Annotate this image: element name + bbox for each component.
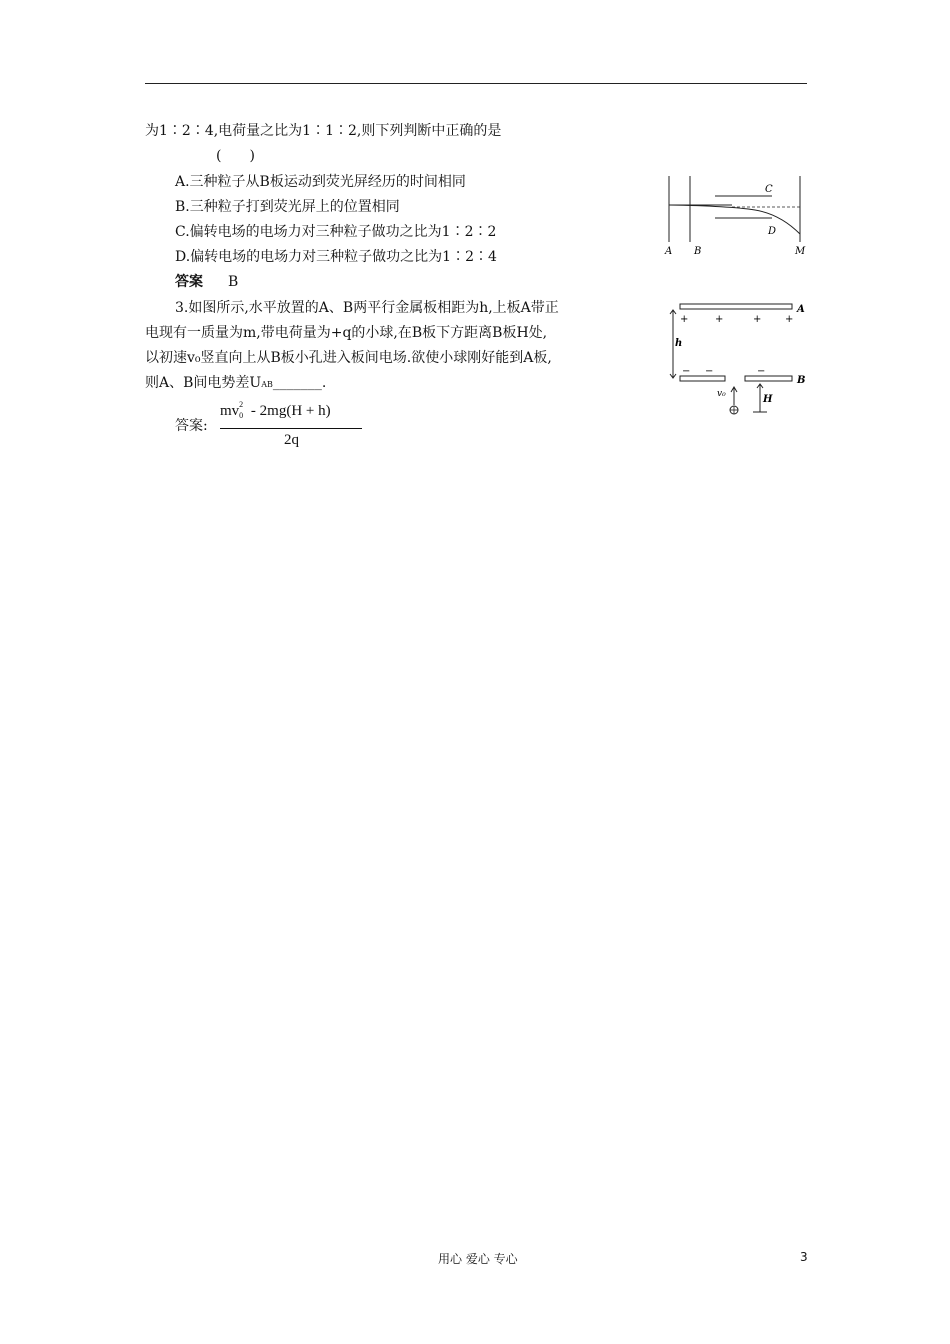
page-number: 3 — [800, 1250, 808, 1264]
uab-subscript: AB — [261, 380, 273, 389]
q2-answer-value: B — [228, 274, 239, 290]
plus-sign: + — [680, 314, 689, 325]
fraction-numerator — [220, 400, 331, 420]
fraction-bar — [220, 428, 362, 429]
q2-option-a: A.三种粒子从B板运动到荧光屏经历的时间相同 — [175, 174, 466, 190]
deflection-figure — [660, 172, 810, 262]
q2-option-b: B.三种粒子打到荧光屏上的位置相同 — [175, 199, 400, 215]
h-big-label: H — [763, 394, 773, 405]
plus-sign: + — [715, 314, 724, 325]
q2-stem-line: 为1∶2∶4,电荷量之比为1∶1∶2,则下列判断中正确的是 — [145, 123, 502, 139]
numerator-mv: mv — [220, 403, 240, 419]
q3-line-4 — [145, 373, 326, 395]
q2-answer-label: 答案 — [175, 274, 203, 290]
numerator-sup: 2 — [239, 400, 244, 409]
header-rule — [145, 83, 807, 84]
q2-answer-blank: ( ) — [216, 148, 255, 164]
plate-a-label: A — [797, 304, 805, 315]
q3-line-3: 以初速v₀竖直向上从B板小孔进入板间电场.欲使小球刚好能到A板, — [145, 350, 552, 366]
q3-blank: _______. — [272, 375, 327, 391]
plate-b-right — [745, 376, 792, 381]
numerator-sub: 0 — [239, 411, 244, 420]
v0-label: v₀ — [717, 389, 726, 399]
q2-option-c: C.偏转电场的电场力对三种粒子做功之比为1∶2∶2 — [175, 224, 497, 240]
label-m: M — [795, 246, 806, 257]
label-b: B — [694, 246, 702, 257]
plate-b-label: B — [797, 375, 806, 386]
footer-slogan: 用心 爱心 专心 — [438, 1252, 518, 1266]
h-label: h — [675, 338, 683, 349]
minus-sign: − — [757, 366, 766, 377]
parallel-plates-figure — [665, 298, 815, 420]
plus-sign: + — [753, 314, 762, 325]
label-c: C — [765, 184, 773, 195]
numerator-rest: - 2mg(H + h) — [247, 403, 331, 419]
plus-sign: + — [785, 314, 794, 325]
q3-line-1: 3.如图所示,水平放置的A、B两平行金属板相距为h,上板A带正 — [175, 300, 559, 316]
deflected-trajectory — [669, 205, 800, 234]
label-d: D — [768, 226, 777, 237]
plate-a — [680, 304, 792, 309]
minus-sign: − — [705, 366, 714, 377]
q3-line-4-text: 则A、B间电势差U — [145, 375, 262, 391]
q3-answer-label: 答案: — [175, 418, 208, 434]
fraction-denominator: 2q — [284, 432, 299, 448]
minus-sign: − — [682, 366, 691, 377]
label-a: A — [665, 246, 673, 257]
q3-line-2: 电现有一质量为m,带电荷量为+q的小球,在B板下方距离B板H处, — [145, 325, 548, 341]
q2-option-d: D.偏转电场的电场力对三种粒子做功之比为1∶2∶4 — [175, 249, 497, 265]
